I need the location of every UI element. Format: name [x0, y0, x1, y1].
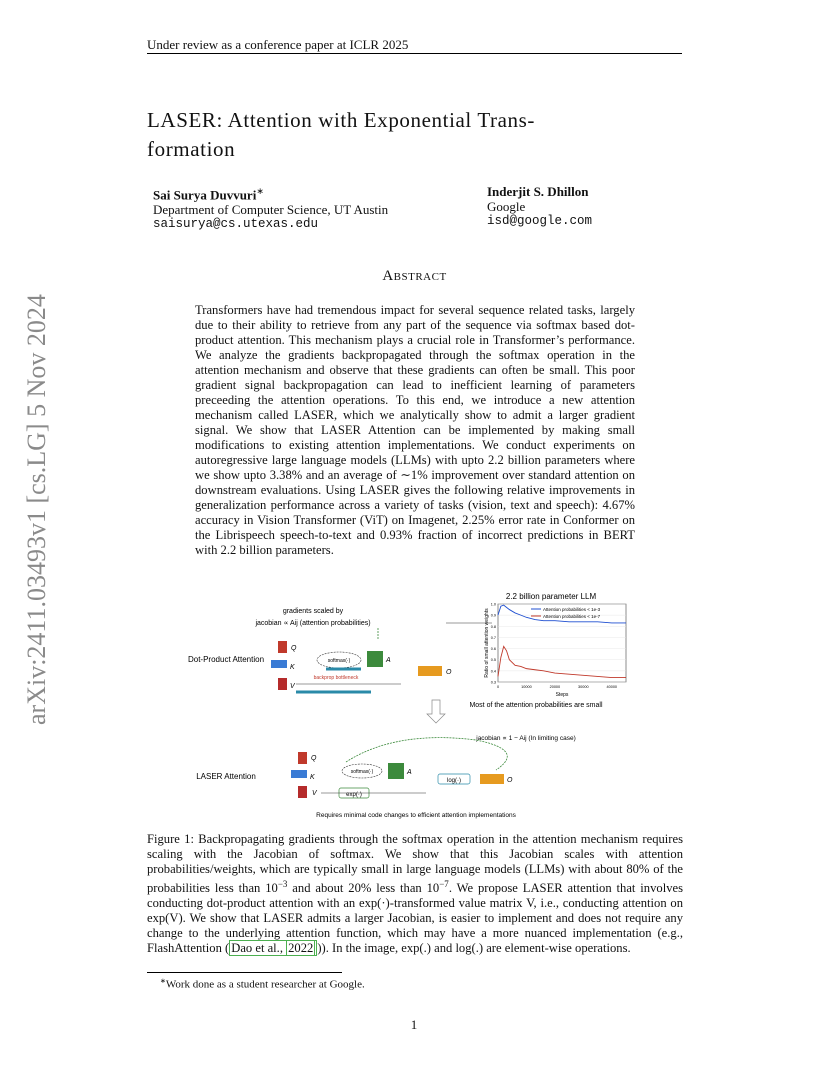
footnote-text: Work done as a student researcher at Google. [165, 978, 365, 991]
caption-text: . We propose LASER attention that involves conducting dot-product attention with an exp(·)-transformed value matrix V, i.e., conducting attention on exp(V). We show that LASER admits a larger Jacobian, is easier to implement and does not require any change to the underlying attention function, which may have a more nuanced implementation (e.g., FlashAttention ( [147, 881, 683, 956]
laser-attention-label: LASER Attention [196, 772, 256, 781]
author-block-1 [153, 184, 388, 232]
dot-product-attention-label: Dot-Product Attention [187, 655, 265, 664]
figure-footer-note: Requires minimal code changes to efficient attention implementations [316, 812, 516, 819]
laser-o-symbol: O [507, 777, 513, 784]
laser-q-block [298, 752, 307, 764]
caption-exponent: −7 [439, 879, 449, 889]
laser-o-block [480, 774, 504, 784]
abstract-text: Transformers have had tremendous impact for several sequence related tasks, largely due to their ability to retrieve from any part of the sequence via softmax based dot-product attention. This mechanism plays a crucial role in Transformer’s performance. We analyze the gradients backpropagated through the softmax operation in the attention mechanism and observe that these gradients can often be small. This poor gradient signal backpropagation can lead to inefficient learning of parameters preceeding the attention operations. To this end, we introduce a new attention mechanism called LASER, which we analytically show to admit a larger gradient signal. We show that LASER Attention can be implemented by making small modifications to existing attention implementations. We conduct experiments on autoregressive large language models (LLMs) with upto 2.2 billion parameters where we show upto 3.38% and an average of ∼1% improvement over standard attention on downstream evaluations. Using LASER gives the following relative improvements in generalization performance across a variety of tasks (vision, text and speech): 4.67% accuracy in Vision Transformer (ViT) on Imagenet, 2.25% error rate in Conformer on the Librispeech speech-to-text and 0.93% fraction of incorrect predictions in BERT with 2.2 billion parameters. [195, 303, 635, 557]
author-affiliation: Google [487, 199, 526, 214]
k-block [271, 660, 287, 668]
caption-text: )). In the image, exp(.) and log(.) are element-wise operations. [317, 941, 631, 956]
caption-exponent: −3 [277, 879, 288, 889]
y-tick-label: 0.3 [490, 680, 496, 685]
author-name: Inderjit S. Dhillon [487, 184, 589, 199]
laser-q-symbol: Q [311, 755, 317, 762]
author-email: isd@google.com [487, 214, 593, 228]
abstract-heading: Abstract [382, 268, 447, 284]
author-name: Sai Surya Duvvuri [153, 187, 257, 203]
jacobian-softmax-label: jacobian ∝ Aij (attention probabilities) [255, 620, 371, 627]
chart-yticks [491, 603, 496, 685]
softmax-op-label: softmax(·) [327, 658, 351, 664]
paper-title [147, 106, 707, 164]
x-tick-label: 10000 [521, 685, 532, 689]
small-probs-note: Most of the attention probabilities are small [469, 702, 603, 709]
exp-op-label: exp(·) [346, 792, 362, 798]
y-tick-label: 0.6 [490, 647, 496, 652]
citation-year[interactable]: 2022 [288, 941, 314, 956]
laser-a-matrix [388, 763, 404, 779]
chart-title: 2.2 billion parameter LLM [505, 592, 597, 601]
laser-softmax-op-label: softmax(·) [350, 769, 374, 775]
figure-1 [187, 590, 636, 822]
o-symbol: O [446, 669, 452, 676]
y-tick-label: 0.9 [490, 613, 496, 618]
chart-xticks [497, 685, 617, 689]
citation-author[interactable]: Dao et al. [231, 941, 280, 956]
y-tick-label: 0.7 [490, 635, 496, 640]
v-block [278, 678, 287, 690]
footnote-mark: ∗ [160, 977, 166, 985]
legend-label-1: Attention probabilities < 1e-3 [543, 607, 601, 612]
q-block [278, 641, 287, 653]
author-mark: ∗ [256, 186, 264, 196]
series-line-2 [498, 646, 626, 677]
log-op-label: log(·) [446, 778, 462, 784]
author-affiliation: Department of Computer Science, UT Austin [153, 202, 389, 218]
figure-caption [147, 832, 683, 956]
caption-text: and about 20% less than 10 [287, 881, 440, 896]
laser-v-symbol: V [312, 790, 317, 797]
jacobian-laser-label: jacobian ∝ 1 − Aij (In limiting case) [476, 735, 576, 742]
footnote-rule [147, 972, 342, 973]
bottleneck-label: backprop bottleneck [313, 675, 359, 681]
down-arrow-icon [427, 700, 445, 723]
o-block [418, 666, 442, 676]
chart-ylabel: Ratio of small attention weights [484, 608, 490, 678]
title-line-2: formation [147, 137, 236, 161]
citation-separator: , [279, 941, 287, 956]
laser-v-block [298, 786, 307, 798]
laser-k-block [291, 770, 307, 778]
author-block-2 [487, 184, 592, 229]
a-matrix [367, 651, 383, 667]
caption-text: Figure 1: Backpropagating gradients through the softmax operation in the attention mechanism requires scaling with the Jacobian of softmax. We show that this Jacobian scales with attention probabilities/weights, which are typically small in large language models (LLMs) with about 80% of the probabilities less than 10 [147, 832, 683, 896]
x-tick-label: 40000 [606, 685, 618, 689]
title-line-1: LASER: Attention with Exponential Trans- [147, 108, 536, 132]
laser-a-symbol: A [407, 769, 412, 776]
y-tick-label: 1.0 [490, 602, 496, 607]
y-tick-label: 0.4 [490, 669, 496, 674]
header-rule [147, 53, 682, 54]
gradients-scaled-label: gradients scaled by [282, 608, 344, 615]
y-tick-label: 0.5 [490, 658, 496, 663]
legend-label-2: Attention probabilities < 1e-7 [543, 614, 601, 619]
y-tick-label: 0.8 [490, 624, 496, 629]
x-tick-label: 0 [496, 685, 500, 689]
page-number: 1 [410, 1017, 418, 1032]
citation-link[interactable] [229, 940, 317, 956]
k-symbol: K [290, 664, 295, 671]
x-tick-label: 20000 [549, 685, 561, 689]
x-tick-label: 30000 [578, 685, 589, 689]
arxiv-sidebar-id: arXiv:2411.03493v1 [cs.LG] 5 Nov 2024 [22, 294, 51, 725]
a-symbol: A [386, 657, 391, 664]
chart-xlabel: Steps [555, 692, 569, 698]
laser-k-symbol: K [310, 774, 315, 781]
q-symbol: Q [291, 645, 297, 652]
author-email: saisurya@cs.utexas.edu [153, 217, 319, 232]
laser-jacobian-loop [346, 738, 507, 770]
running-header: Under review as a conference paper at ICLR 2025 [147, 37, 409, 52]
v-symbol: V [290, 683, 295, 690]
footnote [160, 977, 365, 991]
